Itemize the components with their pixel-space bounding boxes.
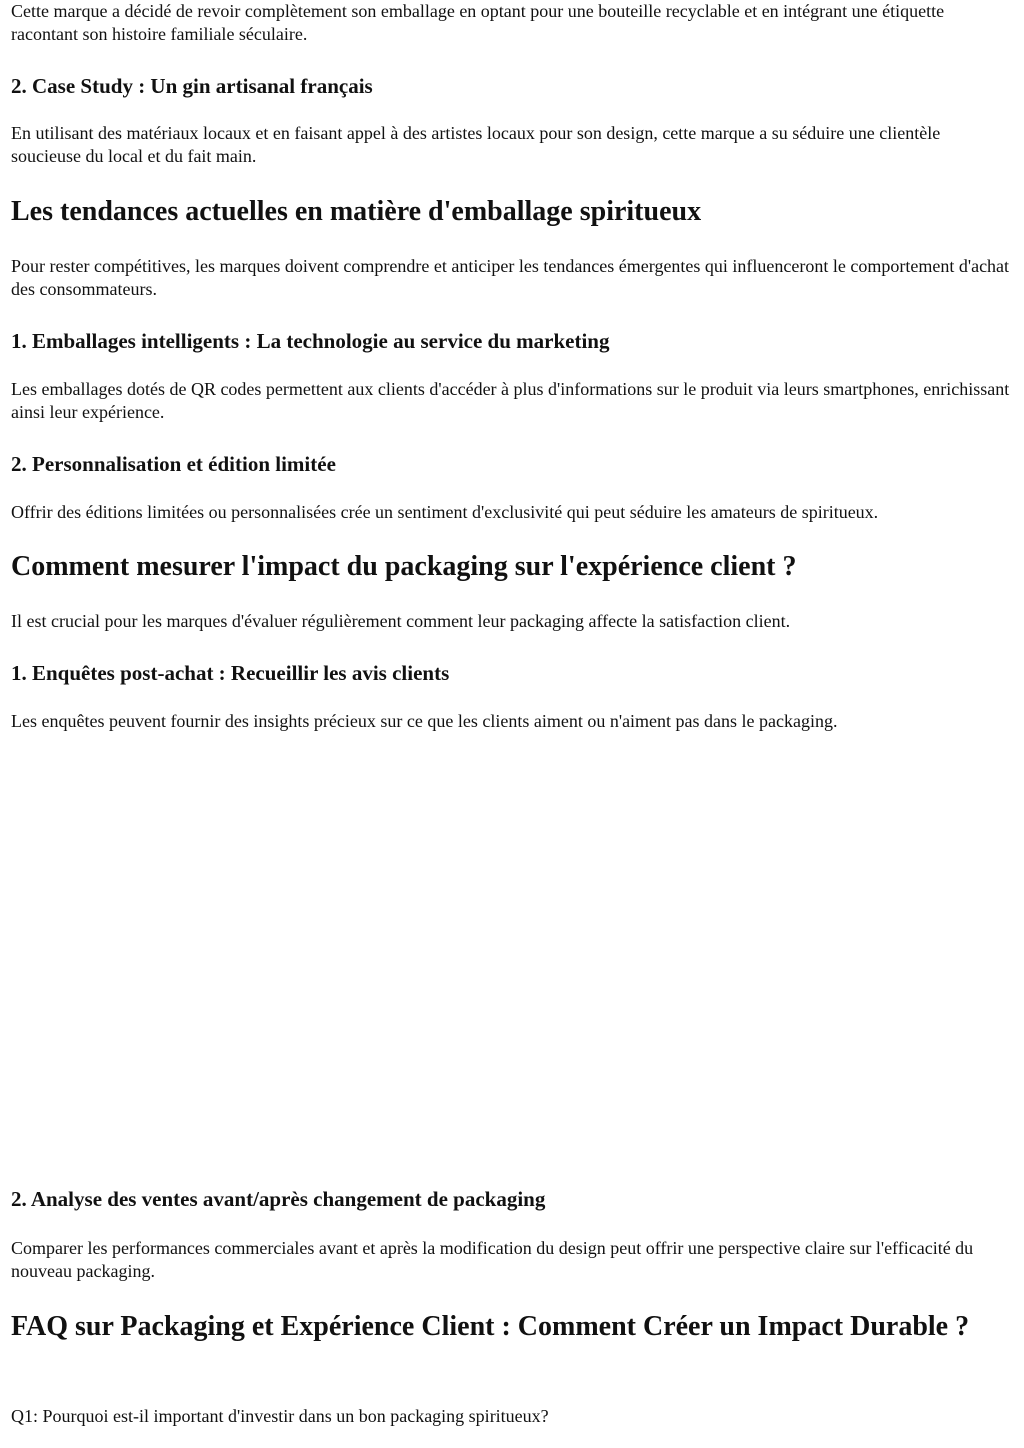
trends-heading: Les tendances actuelles en matière d'emballage spiritueux: [11, 196, 702, 227]
measure-heading: Comment mesurer l'impact du packaging sur l'expérience client ?: [11, 551, 797, 582]
faq-question-1: Q1: Pourquoi est-il important d'investir dans un bon packaging spiritueux?: [11, 1406, 549, 1426]
faq-heading: FAQ sur Packaging et Expérience Client : Comment Créer un Impact Durable ?: [11, 1311, 970, 1342]
case-study-2-heading: 2. Case Study : Un gin artisanal français: [11, 74, 373, 98]
trends-item-1-paragraph: Les emballages dotés de QR codes permettent aux clients d'accéder à plus d'informations sur le produit via leurs smartphones, enrichissant ainsi leur expérience.: [11, 379, 1010, 422]
measure-item-1-paragraph: Les enquêtes peuvent fournir des insights précieux sur ce que les clients aiment ou n'aiment pas dans le packaging.: [11, 711, 838, 731]
measure-item-2-heading: 2. Analyse des ventes avant/après changement de packaging: [11, 1187, 546, 1211]
trends-item-1-heading: 1. Emballages intelligents : La technologie au service du marketing: [11, 329, 610, 353]
trends-paragraph: Pour rester compétitives, les marques doivent comprendre et anticiper les tendances émergentes qui influenceront le comportement d'achat des consommateurs.: [11, 256, 1010, 299]
trends-item-2-paragraph: Offrir des éditions limitées ou personnalisées crée un sentiment d'exclusivité qui peut séduire les amateurs de spiritueux.: [11, 502, 879, 522]
intro-paragraph: Cette marque a décidé de revoir complètement son emballage en optant pour une bouteille recyclable et en intégrant une étiquette racontant son histoire familiale séculaire.: [11, 1, 945, 44]
measure-item-2-paragraph: Comparer les performances commerciales avant et après la modification du design peut offrir une perspective claire sur l'efficacité du nouveau packaging.: [11, 1238, 974, 1281]
measure-item-1-heading: 1. Enquêtes post-achat : Recueillir les avis clients: [11, 661, 450, 685]
case-study-2-paragraph: En utilisant des matériaux locaux et en faisant appel à des artistes locaux pour son design, cette marque a su séduire une clientèle soucieuse du local et du fait main.: [11, 123, 941, 166]
measure-paragraph: Il est crucial pour les marques d'évaluer régulièrement comment leur packaging affecte la satisfaction client.: [11, 611, 791, 631]
trends-item-2-heading: 2. Personnalisation et édition limitée: [11, 452, 336, 476]
